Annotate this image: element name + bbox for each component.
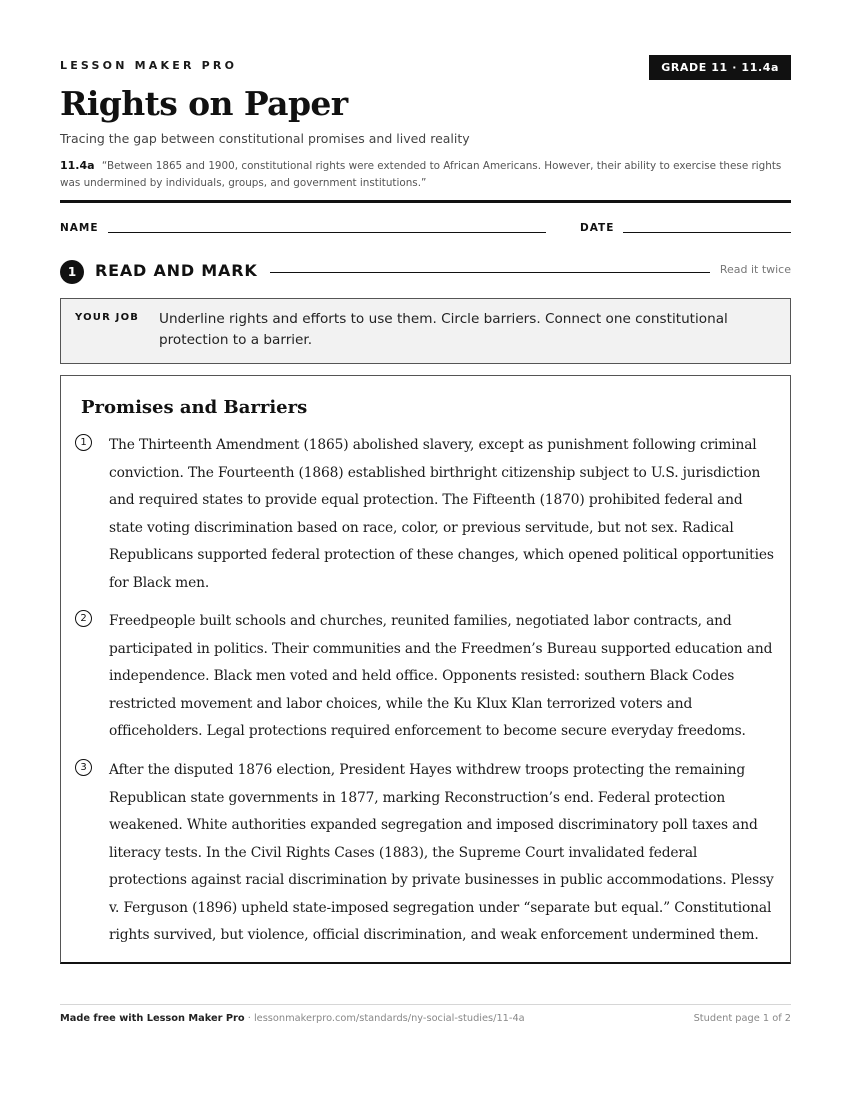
section-number-badge: 1 xyxy=(60,260,84,284)
date-label: DATE xyxy=(580,222,615,234)
your-job-box xyxy=(60,298,791,364)
section-rule xyxy=(270,272,710,273)
footer-divider xyxy=(60,1004,791,1005)
date-field[interactable] xyxy=(623,232,791,233)
page-title: Rights on Paper xyxy=(60,84,348,123)
reading-title: Promises and Barriers xyxy=(81,397,308,418)
footer-page-number: Student page 1 of 2 xyxy=(693,1013,791,1024)
section-heading xyxy=(60,259,791,285)
your-job-label: YOUR JOB xyxy=(75,312,140,323)
name-label: NAME xyxy=(60,222,99,234)
page-subtitle: Tracing the gap between constitutional promises and lived reality xyxy=(60,131,470,146)
standard-statement xyxy=(60,157,791,192)
paragraph-text: After the disputed 1876 election, President Hayes withdrew troops protecting the remaining Republican state governments in 1877, marking Reconstruction’s end. Federal protection weakened. White authorities expanded segregation and imposed discriminatory poll taxes and literacy tests. In the Civil Rights Cases (1883), the Supreme Court invalidated federal protections against racial discrimination by private businesses in public accommodations. Plessy v. Ferguson (1896) upheld state-imposed segregation under “separate but equal.” Constitutional rights survived, but violence, official discrimination, and weak enforcement undermined them. xyxy=(109,762,774,943)
paragraph-text: The Thirteenth Amendment (1865) abolished slavery, except as punishment following criminal conviction. The Fourteenth (1868) established birthright citizenship subject to U.S. jurisdiction and required states to provide equal protection. The Fifteenth (1870) prohibited federal and state voting discrimination based on race, color, or previous servitude, but not sex. Radical Republicans supported federal protection of these changes, which opened political opportunities for Black men. xyxy=(109,437,774,591)
header-divider xyxy=(60,200,791,203)
reading-passage xyxy=(60,375,791,964)
paragraph-text: Freedpeople built schools and churches, reunited families, negotiated labor contracts, and participated in politics. Their communities and the Freedmen’s Bureau supported education and independence. Black men voted and held office. Opponents resisted: southern Black Codes restricted movement and labor choices, while the Ku Klux Klan terrorized voters and officeholders. Legal protections required enforcement to become secure everyday freedoms. xyxy=(109,613,773,739)
paragraph-number-badge: 2 xyxy=(75,610,92,627)
grade-badge: GRADE 11 · 11.4a xyxy=(649,55,791,80)
paragraph-number-badge: 3 xyxy=(75,759,92,776)
top-bar xyxy=(60,55,791,80)
section-note: Read it twice xyxy=(719,263,791,276)
name-date-row xyxy=(60,222,791,236)
your-job-instructions: Underline rights and efforts to use them. Circle barriers. Connect one constitutional protection to a barrier. xyxy=(159,311,728,348)
footer-credit: Made free with Lesson Maker Pro xyxy=(60,1013,245,1024)
footer-url[interactable]: · lessonmakerpro.com/standards/ny-social-studies/11-4a xyxy=(244,1013,525,1024)
standard-text: “Between 1865 and 1900, constitutional rights were extended to African Americans. However, their ability to exercise these rights was undermined by individuals, groups, and government institutions.” xyxy=(60,160,782,189)
section-title: READ AND MARK xyxy=(95,261,258,280)
footer xyxy=(60,1013,791,1024)
paragraph-number-badge: 1 xyxy=(75,434,92,451)
name-field[interactable] xyxy=(108,232,546,233)
standard-code: 11.4a xyxy=(60,159,95,172)
brand-name: LESSON MAKER PRO xyxy=(60,59,238,72)
